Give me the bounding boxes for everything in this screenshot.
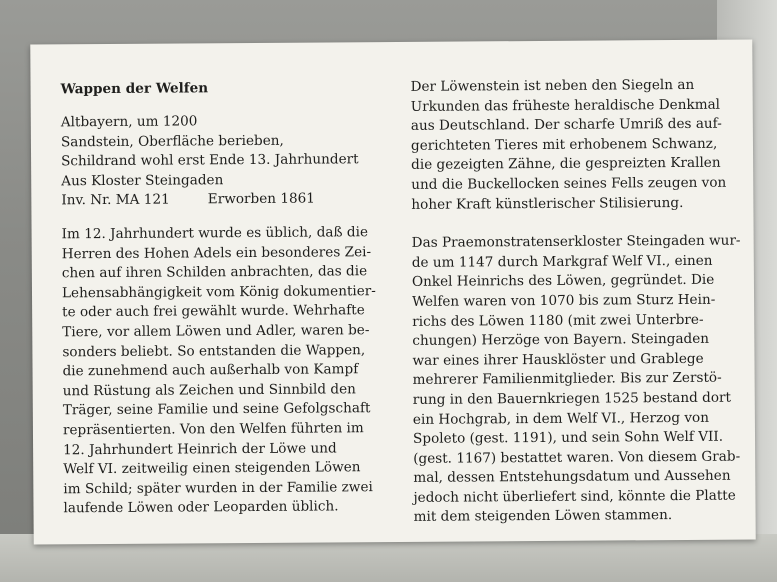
text-line: aus Deutschland. Der scharfe Umriß des auf- — [410, 115, 722, 135]
text-line: richs des Löwen 1180 (mit zwei Unterbre- — [412, 311, 704, 330]
text-line: im Schild; später wurden in der Familie zwei — [63, 478, 373, 497]
text-line: Welfen waren von 1070 bis zum Sturz Hein- — [412, 291, 716, 310]
text-line: gerichteten Tieres mit erhobenem Schwanz, — [410, 135, 718, 154]
meta-inventory-row — [61, 189, 379, 211]
text-line: chen auf ihren Schilden anbrachten, das die — [61, 263, 368, 282]
text-line: die zunehmend auch außerhalb von Kampf — [62, 361, 359, 380]
text-line: Onkel Heinrichs des Löwen, gegründet. Die — [411, 272, 715, 291]
text-line: die gezeigten Zähne, die gespreizten Krallen — [411, 155, 721, 174]
text-line: jedoch nicht überliefert sind, könnte die Platte — [413, 487, 736, 506]
text-line: repräsentierten. Von den Welfen führten im — [62, 420, 364, 439]
text-line: hoher Kraft künstlerischer Stilisierung. — [411, 194, 684, 213]
text-line: und Rüstung als Zeichen und Sinnbild den — [62, 380, 356, 400]
meta-rim-note: Schildrand wohl erst Ende 13. Jahrhundert — [61, 151, 359, 170]
text-line: ein Hochgrab, in dem Welf VI., Herzog von — [412, 409, 710, 428]
text-line: mit dem steigenden Löwen stammen. — [413, 507, 673, 526]
text-line: chungen) Herzöge von Bayern. Steingaden — [412, 330, 710, 349]
text-line: Spoleto (gest. 1191), und sein Sohn Welf VII. — [412, 428, 724, 447]
text-line: (gest. 1167) bestattet waren. Von diesem Grab- — [413, 448, 741, 467]
text-line: de um 1147 durch Markgraf Welf VI., einen — [411, 252, 713, 271]
text-line: laufende Löwen oder Leoparden üblich. — [63, 498, 339, 517]
text-line: te oder auch frei gewählt wurde. Wehrhafte — [62, 302, 365, 321]
text-line: war eines ihrer Hausklöster und Grablege — [412, 350, 704, 369]
text-line: Herren des Hohen Adels ein besonderes Zei- — [61, 243, 372, 262]
right-column — [411, 76, 744, 528]
inventory-number: Inv. Nr. MA 121 — [61, 191, 170, 209]
placard-title: Wappen der Welfen — [60, 80, 209, 98]
meta-material: Sandstein, Oberfläche berieben, — [60, 132, 284, 150]
text-line: Welf VI. zeitweilig einen steigenden Löwen — [63, 459, 361, 478]
text-line: Urkunden das früheste heraldische Denkmal — [410, 96, 721, 115]
meta-origin: Altbayern, um 1200 — [60, 113, 198, 131]
left-column — [61, 78, 382, 519]
text-line: 12. Jahrhundert Heinrich der Löwe und — [63, 439, 337, 458]
object-metadata — [61, 111, 380, 211]
text-line: sonders beliebt. So entstanden die Wappen, — [62, 341, 366, 360]
museum-label-card — [30, 39, 755, 544]
text-line: mehrerer Familienmitglieder. Bis zur Zerstö- — [412, 370, 722, 389]
text-line: Lehensabhängigkeit vom König dokumentier- — [61, 282, 376, 302]
text-line: und die Buckellocken seines Fells zeugen von — [411, 174, 727, 193]
text-line: Der Löwenstein ist neben den Siegeln an — [410, 76, 695, 95]
text-line: Tiere, vor allem Löwen und Adler, waren be- — [62, 322, 370, 341]
text-line: Im 12. Jahrhundert wurde es üblich, daß die — [61, 224, 369, 243]
monastery-paragraph — [412, 232, 744, 528]
meta-provenance: Aus Kloster Steingaden — [61, 171, 224, 190]
text-line: Das Praemonstratenserkloster Steingaden wur- — [411, 232, 741, 252]
text-line: mal, dessen Entstehungsdatum und Aussehen — [413, 467, 731, 487]
text-line: rung in den Bauernkriegen 1525 bestand dort — [412, 389, 732, 408]
acquisition-year: Erworben 1861 — [207, 190, 315, 208]
stone-description-paragraph — [411, 76, 742, 215]
text-line: Träger, seine Familie und seine Gefolgschaft — [62, 400, 371, 419]
history-paragraph — [62, 223, 382, 519]
